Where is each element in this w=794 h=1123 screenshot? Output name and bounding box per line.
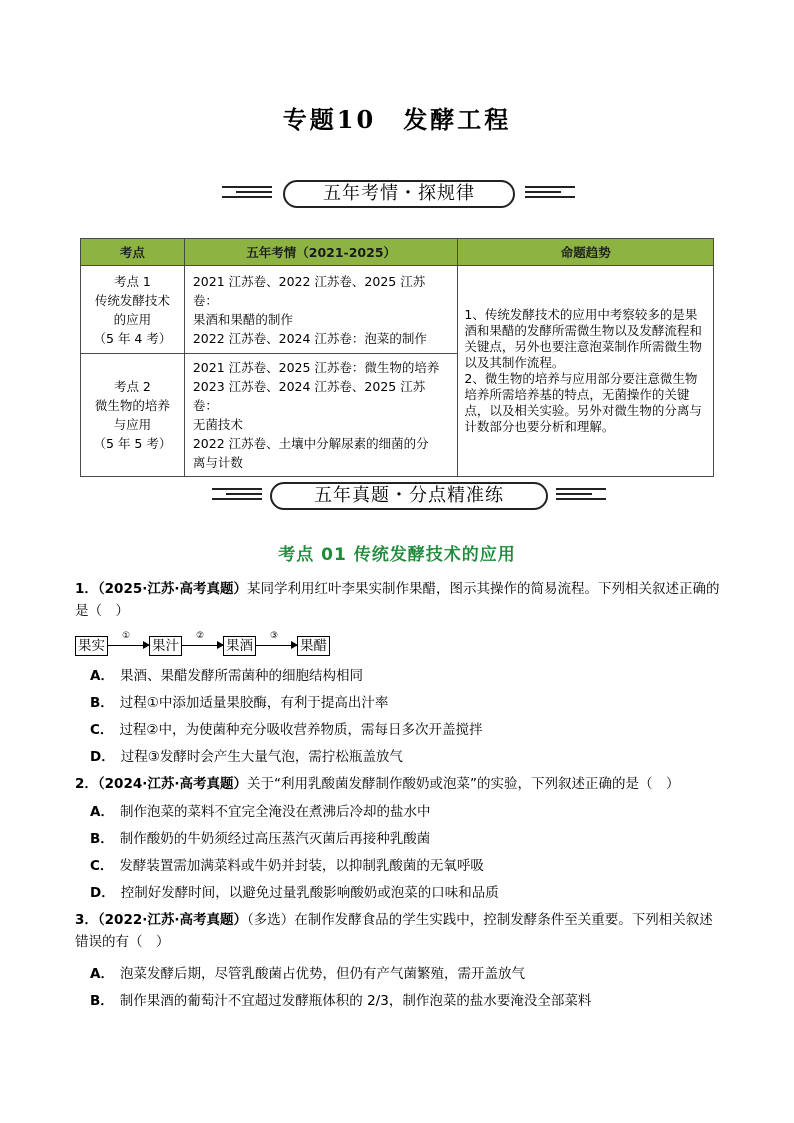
flow-box-fruit: 果实 [75,636,108,656]
option-c: C． 过程②中，为使菌种充分吸收营养物质，需每日多次开盖搅拌 [90,722,483,738]
question-text: 关于“利用乳酸菌发酵制作酸奶或泡菜”的实验，下列叙述正确的是（ ） [247,776,680,792]
flow-arrow [255,645,297,646]
banner-exam-trend [0,180,794,210]
banner-left-decoration [222,186,272,201]
question-2 [75,773,725,795]
question-number: 2． [75,776,98,792]
exam-trend-table [80,238,714,477]
header-trend: 命题趋势 [458,239,714,266]
question-source: （2022·江苏·高考真题） [97,912,247,928]
trend-cell: 1、传统发酵技术的应用中考察较多的是果酒和果醋的发酵所需微生物以及发酵流程和关键点，另外也要注意泡菜制作所需微生物以及其制作流程。 2、微生物的培养与应用部分要注意微生物培养所需培养基的特点，无菌操作的关键点，以及相关实验。另外对微生物的分离与计数部分也要分析和理解。 [458,266,714,477]
banner-exam-trend-label: 五年考情・探规律 [283,180,515,208]
option-c: C． 发酵装置需加满菜料或牛奶并封装，以抑制乳酸菌的无氧呼吸 [90,858,484,874]
question-3 [75,909,725,953]
banner-real-questions-label: 五年真题・分点精准练 [270,482,548,510]
flow-box-vinegar: 果醋 [297,636,330,656]
banner-right-decoration [556,488,606,503]
flow-step-label: ① [122,631,131,641]
question-number: 1． [75,581,98,597]
option-b: B． 过程①中添加适量果胶酶，有利于提高出汁率 [90,695,389,711]
section-title: 考点 01 传统发酵技术的应用 [278,545,516,565]
question-text-cont: 是（ ） [75,603,129,619]
flow-box-juice: 果汁 [149,636,182,656]
option-a: A． 制作泡菜的菜料不宜完全淹没在煮沸后冷却的盐水中 [90,804,431,820]
question-text: 某同学利用红叶李果实制作果醋，图示其操作的简易流程。下列相关叙述正确的 [247,581,720,597]
question-source: （2024·江苏·高考真题） [97,776,247,792]
flow-arrow [107,645,149,646]
kaodian-cell: 考点 1 传统发酵技术 的应用 （5 年 4 考） [81,266,185,354]
table-row [81,266,714,354]
kaodian-cell: 考点 2 微生物的培养 与应用 （5 年 5 考） [81,354,185,477]
flow-step-label: ② [196,631,205,641]
flow-step-label: ③ [270,631,279,641]
table-header-row [81,239,714,266]
option-d: D． 过程③发酵时会产生大量气泡，需拧松瓶盖放气 [90,749,403,765]
question-text: （多选）在制作发酵食品的学生实践中，控制发酵条件至关重要。下列相关叙述 [247,912,713,928]
question-text-cont: 错误的有（ ） [75,934,170,950]
option-d: D． 控制好发酵时间，以避免过量乳酸影响酸奶或泡菜的口味和品质 [90,885,499,901]
banner-real-questions [0,482,794,512]
option-b: B． 制作果酒的葡萄汁不宜超过发酵瓶体积的 2/3，制作泡菜的盐水要淹没全部菜料 [90,993,592,1009]
page-title: 专题10 发酵工程 [282,105,512,134]
option-a: A． 果酒、果醋发酵所需菌种的细胞结构相同 [90,668,363,684]
flow-arrow [181,645,223,646]
header-years: 五年考情（2021-2025） [184,239,458,266]
years-cell: 2021 江苏卷、2025 江苏卷：微生物的培养 2023 江苏卷、2024 江苏卷、2025 江苏卷： 无菌技术 2022 江苏卷、土壤中分解尿素的细菌的分 离与计数 [184,354,458,477]
question-source: （2025·江苏·高考真题） [97,581,247,597]
option-b: B． 制作酸奶的牛奶须经过高压蒸汽灭菌后再接种乳酸菌 [90,831,431,847]
question-number: 3． [75,912,98,928]
years-cell: 2021 江苏卷、2022 江苏卷、2025 江苏卷： 果酒和果醋的制作 2022 江苏卷、2024 江苏卷：泡菜的制作 [184,266,458,354]
option-a: A． 泡菜发酵后期，尽管乳酸菌占优势，但仍有产气菌繁殖，需开盖放气 [90,966,525,982]
banner-left-decoration [212,488,262,503]
question-1 [75,578,725,622]
header-kaodian: 考点 [81,239,185,266]
flow-box-wine: 果酒 [223,636,256,656]
banner-right-decoration [525,186,575,201]
